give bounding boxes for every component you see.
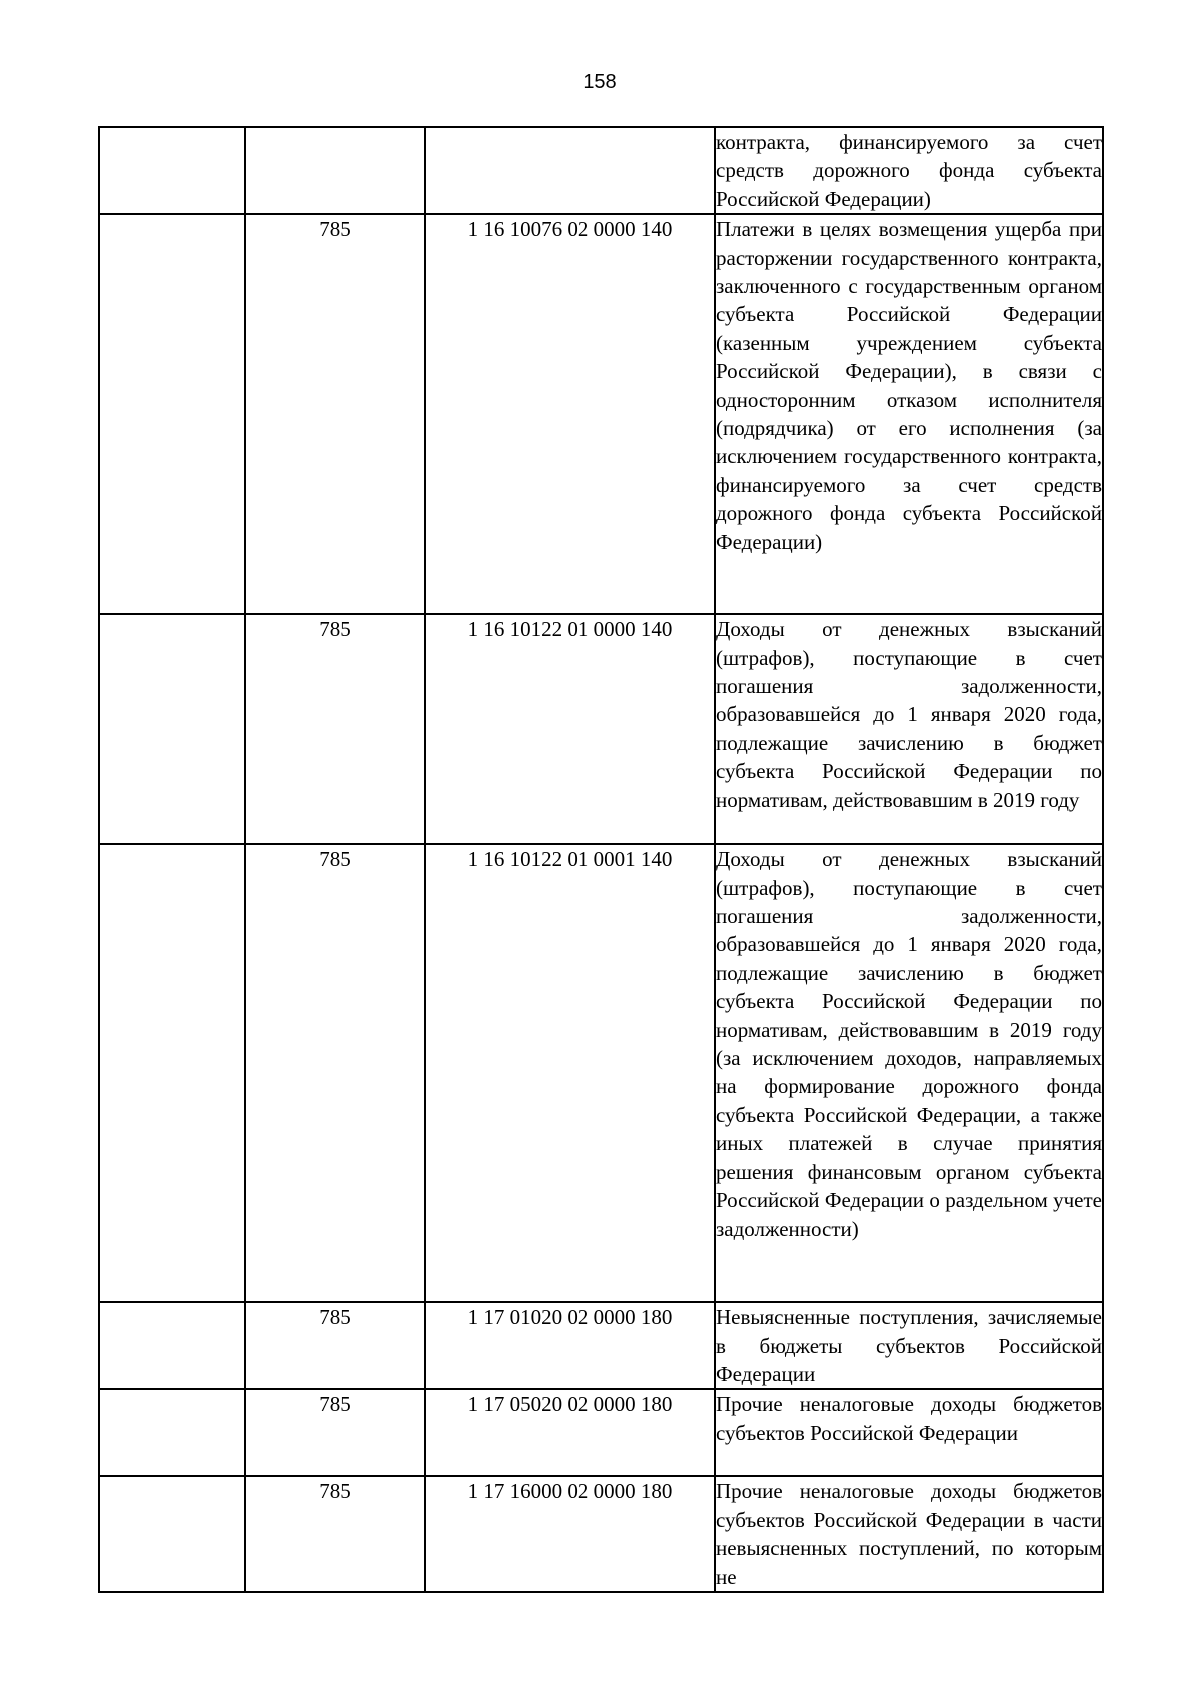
- revenue-name-cell: контракта, финансируемого за счет средств дорожного фонда субъекта Российской Федерации): [715, 127, 1103, 214]
- admin-code-cell: 785: [245, 1476, 425, 1592]
- budget-code-cell: 1 16 10122 01 0001 140: [425, 844, 715, 1302]
- admin-code-cell: 785: [245, 614, 425, 844]
- blank-cell: [99, 614, 245, 844]
- revenue-name-cell: Прочие неналоговые доходы бюджетов субъектов Российской Федерации в части невыясненных поступлений, по которым не: [715, 1476, 1103, 1592]
- table-row: [99, 127, 1103, 214]
- blank-cell: [99, 1476, 245, 1592]
- revenue-name-cell: Платежи в целях возмещения ущерба при расторжении государственного контракта, заключенного с государственным органом субъекта Российской Федерации (казенным учреждением субъекта Российской Федерации), в связи с односторонним отказом исполнителя (подрядчика) от его исполнения (за исключением государственного контракта, финансируемого за счет средств дорожного фонда субъекта Российской Федерации): [715, 214, 1103, 614]
- blank-cell: [99, 1389, 245, 1476]
- budget-code-cell: [425, 127, 715, 214]
- table-row: [99, 1302, 1103, 1389]
- revenue-name-cell: Невыясненные поступления, зачисляемые в бюджеты субъектов Российской Федерации: [715, 1302, 1103, 1389]
- table-row: [99, 614, 1103, 844]
- budget-code-cell: 1 16 10076 02 0000 140: [425, 214, 715, 614]
- admin-code-cell: 785: [245, 214, 425, 614]
- budget-code-cell: 1 17 01020 02 0000 180: [425, 1302, 715, 1389]
- revenue-codes-table: [98, 126, 1104, 1593]
- admin-code-cell: [245, 127, 425, 214]
- admin-code-cell: 785: [245, 1302, 425, 1389]
- table-row: [99, 1476, 1103, 1592]
- admin-code-cell: 785: [245, 1389, 425, 1476]
- budget-code-cell: 1 17 05020 02 0000 180: [425, 1389, 715, 1476]
- blank-cell: [99, 844, 245, 1302]
- budget-code-cell: 1 17 16000 02 0000 180: [425, 1476, 715, 1592]
- admin-code-cell: 785: [245, 844, 425, 1302]
- revenue-name-cell: Доходы от денежных взысканий (штрафов), поступающие в счет погашения задолженности, образовавшейся до 1 января 2020 года, подлежащие зачислению в бюджет субъекта Российской Федерации по нормативам, действовавшим в 2019 году (за исключением доходов, направляемых на формирование дорожного фонда субъекта Российской Федерации, а также иных платежей в случае принятия решения финансовым органом субъекта Российской Федерации о раздельном учете задолженности): [715, 844, 1103, 1302]
- blank-cell: [99, 1302, 245, 1389]
- table-row: [99, 844, 1103, 1302]
- table-row: [99, 214, 1103, 614]
- blank-cell: [99, 214, 245, 614]
- revenue-name-cell: Доходы от денежных взысканий (штрафов), поступающие в счет погашения задолженности, образовавшейся до 1 января 2020 года, подлежащие зачислению в бюджет субъекта Российской Федерации по нормативам, действовавшим в 2019 году: [715, 614, 1103, 844]
- revenue-name-cell: Прочие неналоговые доходы бюджетов субъектов Российской Федерации: [715, 1389, 1103, 1476]
- table-row: [99, 1389, 1103, 1476]
- budget-code-cell: 1 16 10122 01 0000 140: [425, 614, 715, 844]
- blank-cell: [99, 127, 245, 214]
- page-number: 158: [583, 71, 617, 93]
